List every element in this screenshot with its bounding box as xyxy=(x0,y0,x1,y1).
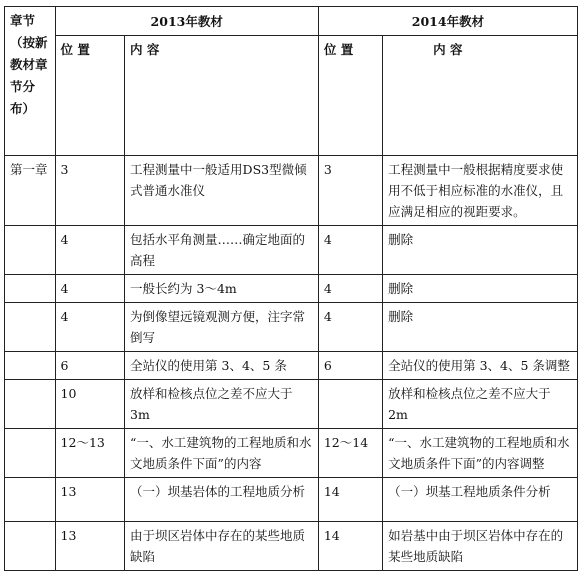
position-header-2013: 位 置 xyxy=(55,36,125,156)
content-header-2014: 内 容 xyxy=(383,36,578,156)
chapter-cell-empty xyxy=(5,352,56,380)
table-row xyxy=(5,156,578,226)
chapter-cell-empty xyxy=(5,303,56,352)
content-2013: 包括水平角测量……确定地面的高程 xyxy=(125,226,319,275)
table-row xyxy=(5,380,578,429)
header-row-subcolumns xyxy=(5,36,578,156)
position-2013: 6 xyxy=(55,352,125,380)
position-2014: 4 xyxy=(318,303,382,352)
position-2014 xyxy=(318,380,382,429)
content-2014: 工程测量中一般根据精度要求使用不低于相应标准的水准仪，且应满足相应的视距要求。 xyxy=(383,156,578,226)
content-2014: “一、水工建筑物的工程地质和水文地质条件下面”的内容调整 xyxy=(383,429,578,478)
chapter-cell-empty xyxy=(5,226,56,275)
content-2013: 全站仪的使用第 3、4、5 条 xyxy=(125,352,319,380)
content-2014: 删除 xyxy=(383,226,578,275)
content-2013: 一般长约为 3～4m xyxy=(125,275,319,303)
content-2014: 删除 xyxy=(383,275,578,303)
table-row xyxy=(5,478,578,522)
position-2013: 4 xyxy=(55,303,125,352)
position-2014: 3 xyxy=(318,156,382,226)
chapter-label: 第一章 xyxy=(5,156,56,226)
chapter-cell-empty xyxy=(5,380,56,429)
position-2014: 14 xyxy=(318,478,382,522)
position-2013: 4 xyxy=(55,226,125,275)
position-2013: 12～13 xyxy=(55,429,125,478)
position-2013: 13 xyxy=(55,478,125,522)
table-row xyxy=(5,522,578,571)
position-2014: 12～14 xyxy=(318,429,382,478)
content-2014: （一）坝基工程地质条件分析 xyxy=(383,478,578,522)
table-row xyxy=(5,303,578,352)
position-2013: 13 xyxy=(55,522,125,571)
position-2013: 10 xyxy=(55,380,125,429)
content-2013: “一、水工建筑物的工程地质和水文地质条件下面”的内容 xyxy=(125,429,319,478)
table-row xyxy=(5,352,578,380)
table-row xyxy=(5,226,578,275)
chapter-cell-empty xyxy=(5,478,56,522)
content-2013: 由于坝区岩体中存在的某些地质缺陷 xyxy=(125,522,319,571)
content-2014: 放样和检核点位之差不应大于 2m xyxy=(383,380,578,429)
year-2013-header: 2013年教材 xyxy=(55,7,318,36)
position-header-2014: 位 置 xyxy=(318,36,382,156)
position-2014: 14 xyxy=(318,522,382,571)
content-2013: 工程测量中一般适用DS3型微倾式普通水准仪 xyxy=(125,156,319,226)
table-row xyxy=(5,429,578,478)
chapter-cell-empty xyxy=(5,429,56,478)
position-2013: 3 xyxy=(55,156,125,226)
content-2013: 为倒像望远镜观测方便，注字常倒写 xyxy=(125,303,319,352)
header-row-years xyxy=(5,7,578,36)
table-row xyxy=(5,275,578,303)
position-2014: 4 xyxy=(318,226,382,275)
content-2013: （一）坝基岩体的工程地质分析 xyxy=(125,478,319,522)
content-2014: 删除 xyxy=(383,303,578,352)
comparison-table xyxy=(4,6,578,571)
chapter-cell-empty xyxy=(5,522,56,571)
year-2014-header: 2014年教材 xyxy=(318,7,577,36)
content-header-2013: 内 容 xyxy=(125,36,319,156)
content-2014: 全站仪的使用第 3、4、5 条调整 xyxy=(383,352,578,380)
chapter-column-header: 章节（按新教材章节分布） xyxy=(5,7,56,156)
chapter-cell-empty xyxy=(5,275,56,303)
position-2013: 4 xyxy=(55,275,125,303)
content-2014: 如岩基中由于坝区岩体中存在的某些地质缺陷 xyxy=(383,522,578,571)
position-2014: 6 xyxy=(318,352,382,380)
position-2014: 4 xyxy=(318,275,382,303)
content-2013: 放样和检核点位之差不应大于 3m xyxy=(125,380,319,429)
